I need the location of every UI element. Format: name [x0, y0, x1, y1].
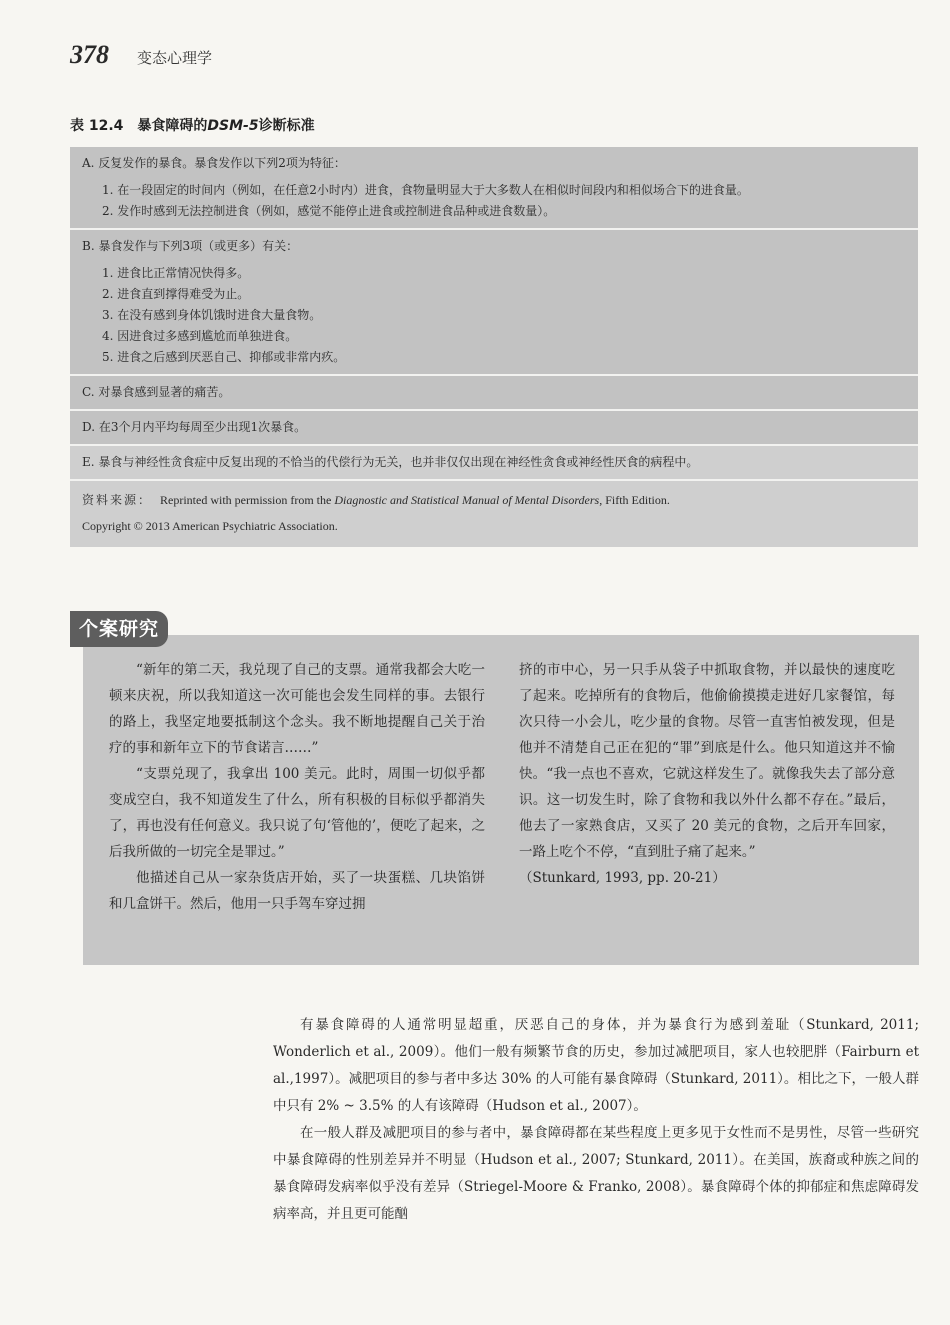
source-italic: Diagnostic and Statistical Manual of Mental Disorders [334, 493, 600, 507]
criterion-b-list [82, 263, 906, 368]
source-post: , Fifth Edition. [599, 493, 670, 507]
running-head: 变态心理学 [137, 49, 213, 67]
criterion-a-list [82, 180, 906, 222]
case-paragraph: “支票兑现了，我拿出 100 美元。此时，周围一切似乎都变成空白，我不知道发生了什么，所有积极的目标似乎都消失了，再也没有任何意义。我只说了句‘管他的’，便吃了起来，之后我所做的一切完全是罪过。” [109, 766, 485, 860]
table-title-pre: 暴食障碍的 [137, 118, 208, 134]
criterion-b-item: 1. 进食比正常情况快得多。 [102, 266, 250, 280]
table-title-post: 诊断标准 [258, 118, 315, 134]
criterion-b-item: 4. 因进食过多感到尴尬而单独进食。 [102, 329, 298, 343]
criterion-b-text: B. 暴食发作与下列3项（或更多）有关： [82, 239, 299, 253]
body-paragraph: 在一般人群及减肥项目的参与者中，暴食障碍都在某些程度上更多见于女性而不是男性，尽管一些研究中暴食障碍的性别差异并不明显（Hudson et al., 2007; Stunkard, 2011）。在美国，族裔或种族之间的暴食障碍发病率似乎没有差异（Striegel-Moore & Franko, 2008）。暴食障碍个体的抑郁症和焦虑障碍发病率高，并且更可能酗 [273, 1125, 919, 1222]
criterion-e: E. 暴食与神经性贪食症中反复出现的不恰当的代偿行为无关，也并非仅仅出现在神经性贪食或神经性厌食的病程中。 [70, 446, 918, 481]
table-source [70, 481, 918, 547]
page-number: 378 [70, 40, 109, 69]
criterion-b-item: 2. 进食直到撑得难受为止。 [102, 287, 250, 301]
criterion-a-text: A. 反复发作的暴食。暴食发作以下列2项为特征： [82, 156, 346, 170]
criterion-b-item: 5. 进食之后感到厌恶自己、抑郁或非常内疚。 [102, 350, 346, 364]
criterion-a [70, 147, 918, 230]
case-study-badge: 个案研究 [70, 611, 168, 647]
criterion-b [70, 230, 918, 376]
table-caption [70, 115, 315, 135]
source-line [82, 487, 906, 513]
body-paragraph: 有暴食障碍的人通常明显超重，厌恶自己的身体，并为暴食行为感到羞耻（Stunkard, 2011; Wonderlich et al., 2009）。他们一般有频繁节食的历史，参加过减肥项目，家人也较肥胖（Fairburn et al.,1997）。减肥项目的参与者中多达 30% 的人可能有暴食障碍（Stunkard, 2011）。相比之下，一般人群中只有 2% ~ 3.5% 的人有该障碍（Hudson et al., 2007）。 [273, 1017, 919, 1114]
case-study-left-column [109, 657, 485, 917]
source-label: 资料来源： [82, 493, 153, 507]
criterion-a-item: 1. 在一段固定的时间内（例如，在任意2小时内）进食，食物量明显大于大多数人在相似时间段内和相似场合下的进食量。 [102, 183, 749, 197]
criteria-table [70, 147, 918, 547]
case-study-right-column [519, 657, 895, 891]
case-citation: （Stunkard, 1993, pp. 20-21） [519, 870, 726, 886]
criterion-d: D. 在3个月内平均每周至少出现1次暴食。 [70, 411, 918, 446]
body-text [273, 1012, 919, 1228]
copyright-line: Copyright © 2013 American Psychiatric Association. [82, 519, 338, 533]
source-pre: Reprinted with permission from the [160, 493, 335, 507]
criterion-a-item: 2. 发作时感到无法控制进食（例如，感觉不能停止进食或控制进食品种或进食数量）。 [102, 204, 556, 218]
criterion-b-item: 3. 在没有感到身体饥饿时进食大量食物。 [102, 308, 322, 322]
table-title-italic: DSM-5 [207, 118, 259, 134]
case-paragraph: 他描述自己从一家杂货店开始，买了一块蛋糕、几块馅饼和几盒饼干。然后，他用一只手驾车穿过拥 [109, 870, 485, 912]
criterion-c: C. 对暴食感到显著的痛苦。 [70, 376, 918, 411]
case-paragraph: “新年的第二天，我兑现了自己的支票。通常我都会大吃一顿来庆祝，所以我知道这一次可能也会发生同样的事。去银行的路上，我坚定地要抵制这个念头。我不断地提醒自己关于治疗的事和新年立下的节食诺言……” [109, 662, 485, 756]
case-paragraph: 挤的市中心，另一只手从袋子中抓取食物，并以最快的速度吃了起来。吃掉所有的食物后，他偷偷摸摸走进好几家餐馆，每次只待一小会儿，吃少量的食物。尽管一直害怕被发现，但是他并不清楚自己正在犯的“罪”到底是什么。他只知道这并不愉快。“我一点也不喜欢，它就这样发生了。就像我失去了部分意识。这一切发生时，除了食物和我以外什么都不存在。”最后，他去了一家熟食店，又买了 20 美元的食物，之后开车回家，一路上吃个不停，“直到肚子痛了起来。” [519, 662, 895, 860]
table-number: 表 12.4 [70, 118, 124, 134]
